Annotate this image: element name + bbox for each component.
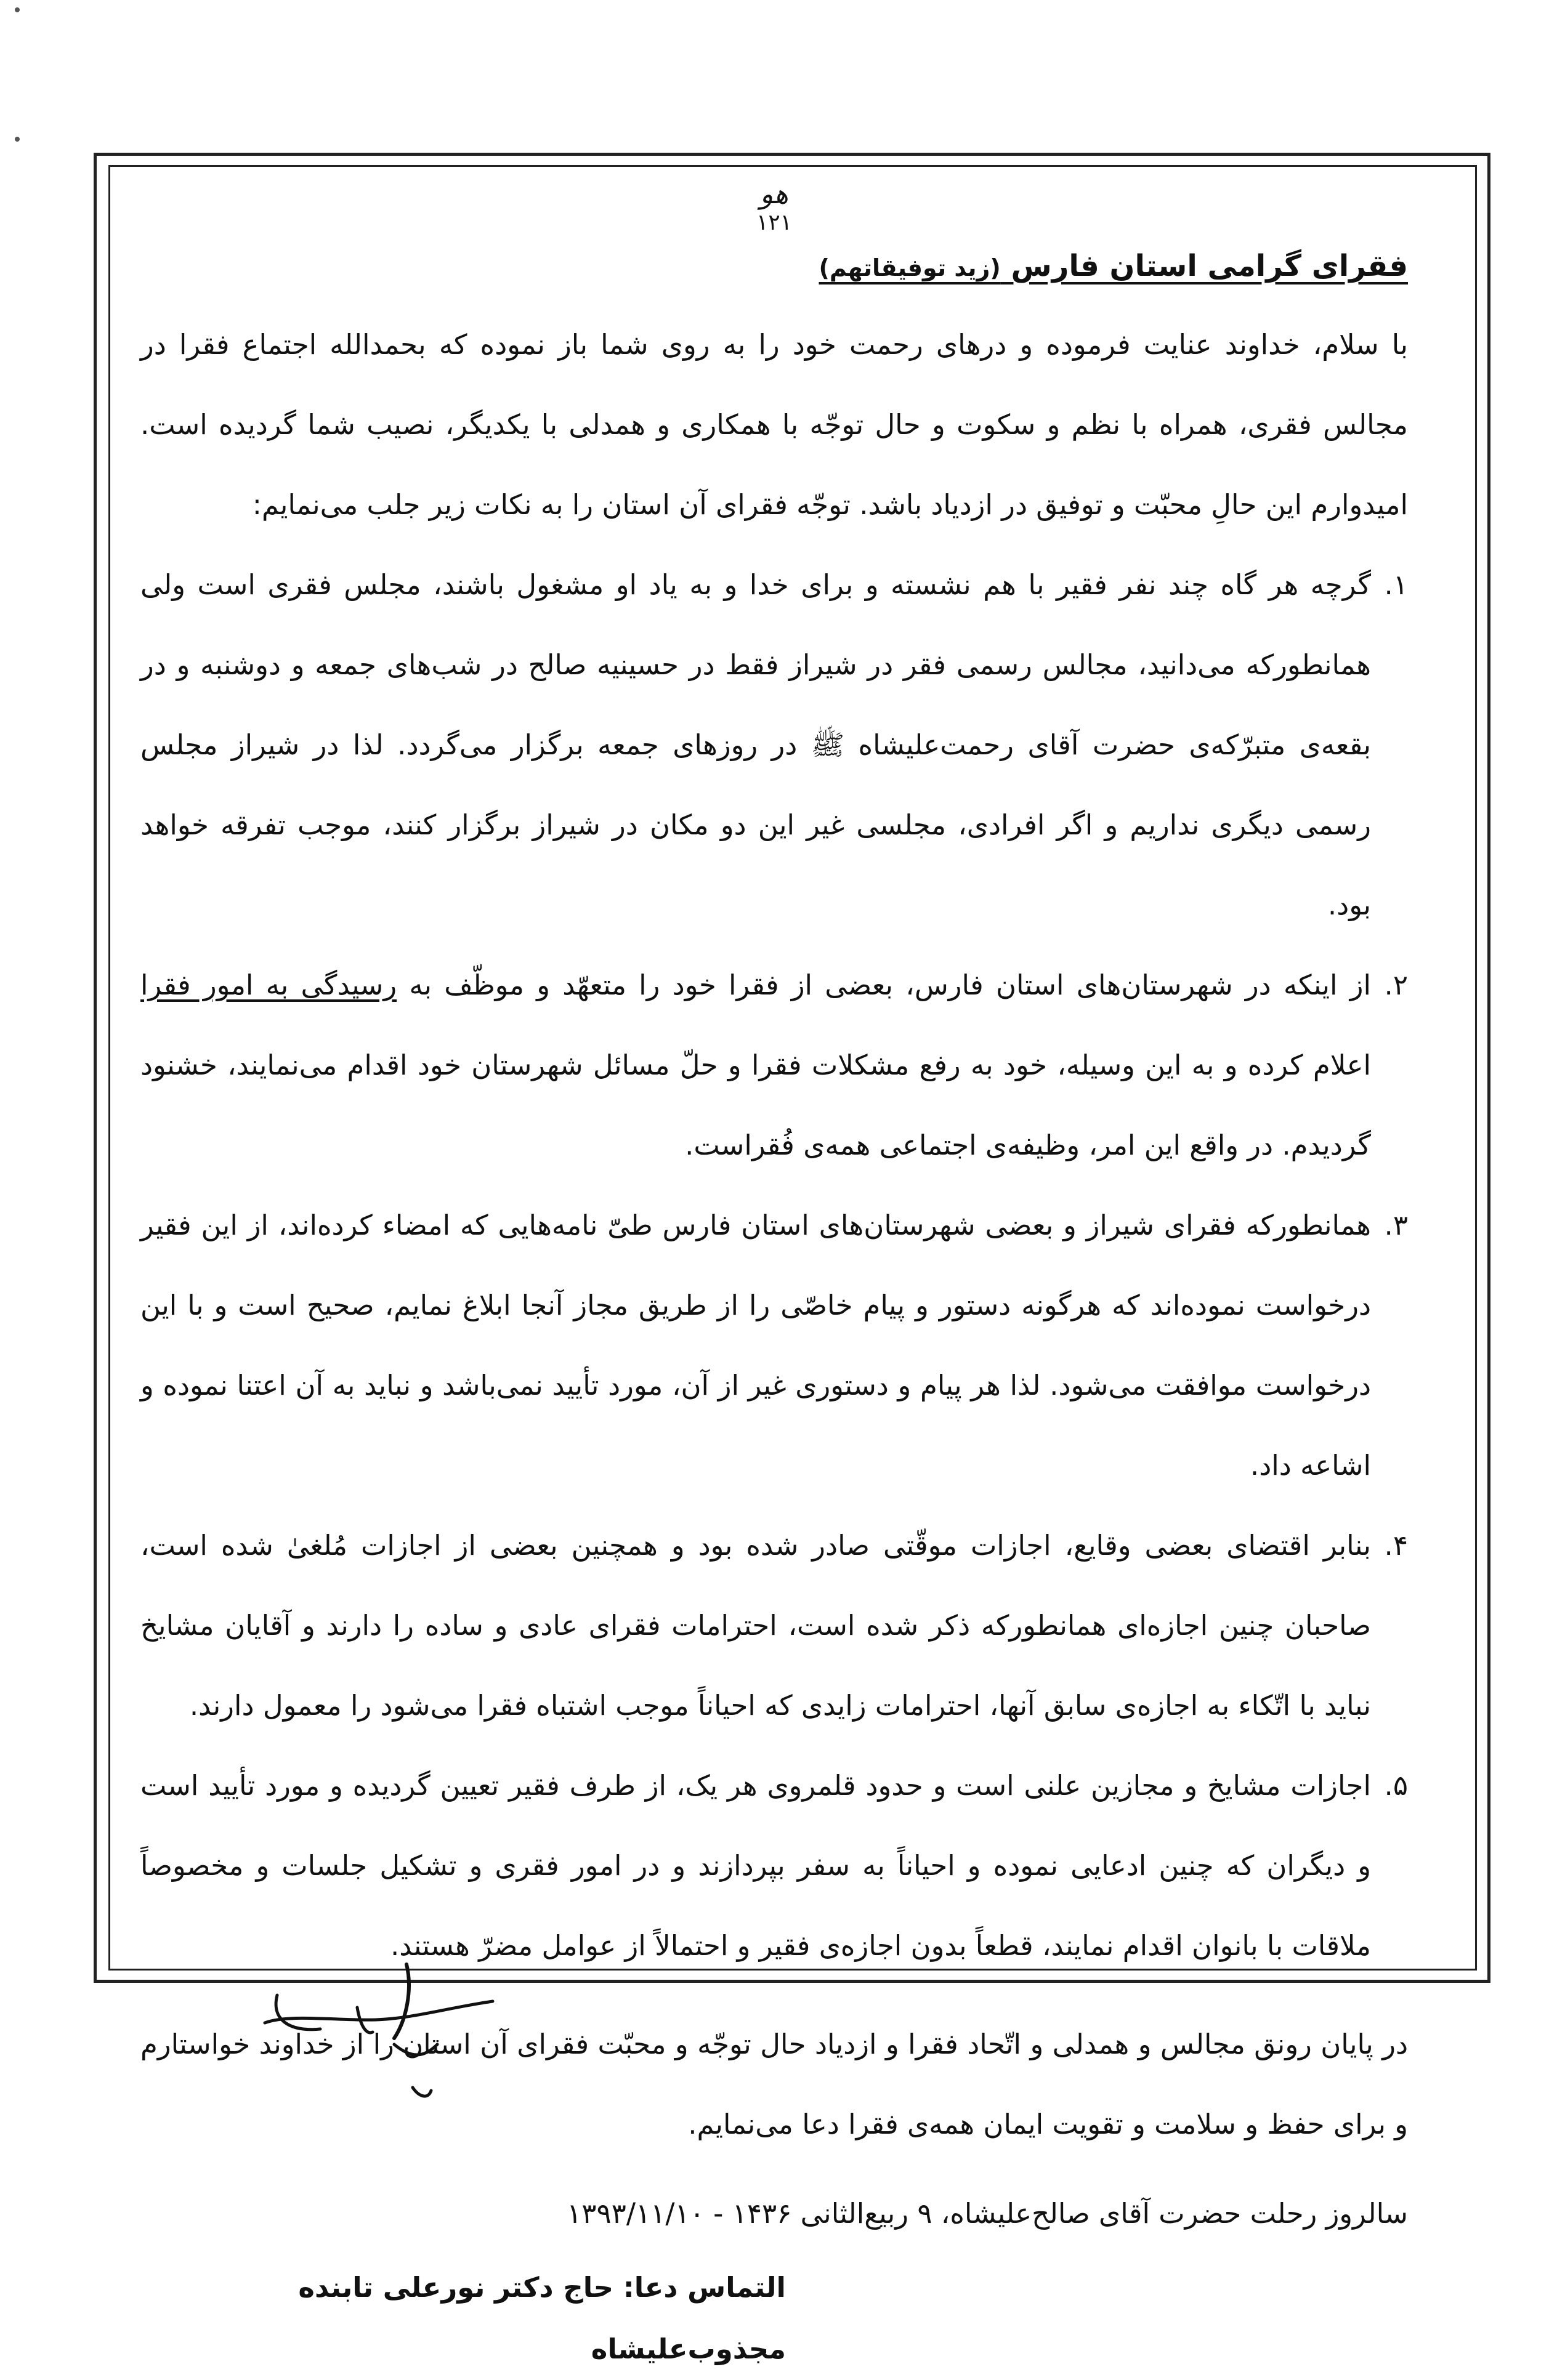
- scan-speck: [15, 137, 20, 142]
- underlined-phrase: رسیدگی به امور فقرا: [140, 969, 397, 1001]
- item-text: همانطورکه فقرای شیراز و بعضی شهرستان‌های استان فارس طیّ نامه‌هایی که امضاء کرده‌اند، از این فقیر درخواست نموده‌اند که هرگونه دستور و پیام خاصّی را از طریق مجاز آنجا ابلاغ نمایم، صحیح است و با این درخواست موافقت می‌شود. لذا هر پیام و دستوری غیر از آن، مورد تأیید نمی‌باشد و نباید به آن اعتنا نموده و اشاعه داد.: [140, 1209, 1371, 1482]
- list-item: [140, 945, 1408, 1185]
- hu-mark: هو: [760, 179, 788, 210]
- intro-paragraph: با سلام، خداوند عنایت فرموده و درهای رحمت خود را به روی شما باز نموده که بحمدالله اجتماع فقرا در مجالس فقری، همراه با نظم و سکوت و حال توجّه با همکاری و همدلی با یکدیگر، نصیب شما گردیده است. امیدوارم این حالِ محبّت و توفیق در ازدیاد باشد. توجّه فقرای آن استان را به نکات زیر جلب می‌نمایم:: [140, 328, 1408, 521]
- item-number: ۱.: [1384, 568, 1408, 601]
- signature-line: التماس دعا: حاج دکتر نورعلی تابنده مجذوب‌علیشاه: [298, 2271, 786, 2365]
- list-item: [140, 1746, 1408, 1986]
- list-item: [140, 1185, 1408, 1506]
- item-text: [140, 945, 1371, 1185]
- scan-speck: [15, 7, 20, 12]
- heading-title: فقرای گرامی استان فارس: [1011, 249, 1408, 283]
- item-number: ۲.: [1384, 969, 1408, 1001]
- item-text-part: از اینکه در شهرستان‌های استان فارس، بعضی از فقرا خود را متعهّد و موظّف به: [397, 969, 1371, 1001]
- date-line: سالروز رحلت حضرت آقای صالح‌علیشاه، ۹ ربیع‌الثانی ۱۴۳۶ - ۱۳۹۳/۱۱/۱۰: [567, 2197, 1408, 2230]
- letter-number: ۱۲۱: [756, 210, 792, 235]
- letterhead: [140, 179, 1408, 235]
- item-number: ۴.: [1384, 1529, 1408, 1562]
- item-number: ۳.: [1384, 1209, 1408, 1241]
- item-number: ۵.: [1384, 1769, 1408, 1802]
- item-text: گرچه هر گاه چند نفر فقیر با هم نشسته و برای خدا و به یاد او مشغول باشند، مجلس فقری است ولی همانطورکه می‌دانید، مجالس رسمی فقر در شیراز فقط در حسینیه صالح در شب‌های جمعه و دوشنبه و در بقعه‌ی متبرّکه‌ی حضرت آقای رحمت‌علیشاه ﷺ در روزهای جمعه برگزار می‌گردد. لذا در شیراز مجلس رسمی دیگری نداریم و اگر افرادی، مجلسی غیر این دو مکان در شیراز برگزار کنند، موجب تفرقه خواهد بود.: [140, 568, 1371, 921]
- salutation-heading: [140, 244, 1408, 290]
- item-text: اجازات مشایخ و مجازین علنی است و حدود قلمروی هر یک، از طرف فقیر تعیین گردیده و مورد تأیید است و دیگران که چنین ادعایی نموده و احیاناً به سفر بپردازند و در امور فقری و تشکیل جلسات و مخصوصاً ملاقات با بانوان اقدام نمایند، قطعاً بدون اجازه‌ی فقیر و احتمالاً از عوامل مضرّ هستند.: [140, 1769, 1371, 1962]
- list-item: [140, 1506, 1408, 1746]
- list-item: [140, 545, 1408, 945]
- item-text-part: اعلام کرده و به این وسیله، خود به رفع مشکلات فقرا و حلّ مسائل شهرستان خود اقدام می‌نمایند، خشنود گردیدم. در واقع این امر، وظیفه‌ی اجتماعی همه‌ی فُقراست.: [140, 1049, 1371, 1161]
- item-text: بنابر اقتضای بعضی وقایع، اجازات موقّتی صادر شده بود و همچنین بعضی از اجازات مُلغیٰ شده است، صاحبان چنین اجازه‌ای همانطورکه ذکر شده است، احترامات فقرای عادی و ساده را دارند و آقایان مشایخ نباید با اتّکاء به اجازه‌ی سابق آنها، احترامات زایدی که احیاناً موجب اشتباه فقرا می‌شود را معمول دارند.: [140, 1529, 1371, 1722]
- heading-subtitle: (زید توفیقاتهم): [819, 254, 1001, 281]
- handwritten-signature: [253, 1952, 499, 2112]
- closing-paragraph: در پایان رونق مجالس و همدلی و اتّحاد فقرا و ازدیاد حال توجّه و محبّت فقرای آن استان را از خداوند خواستارم و برای حفظ و سلامت و تقویت ایمان همه‌ی فقرا دعا می‌نمایم.: [140, 2028, 1408, 2140]
